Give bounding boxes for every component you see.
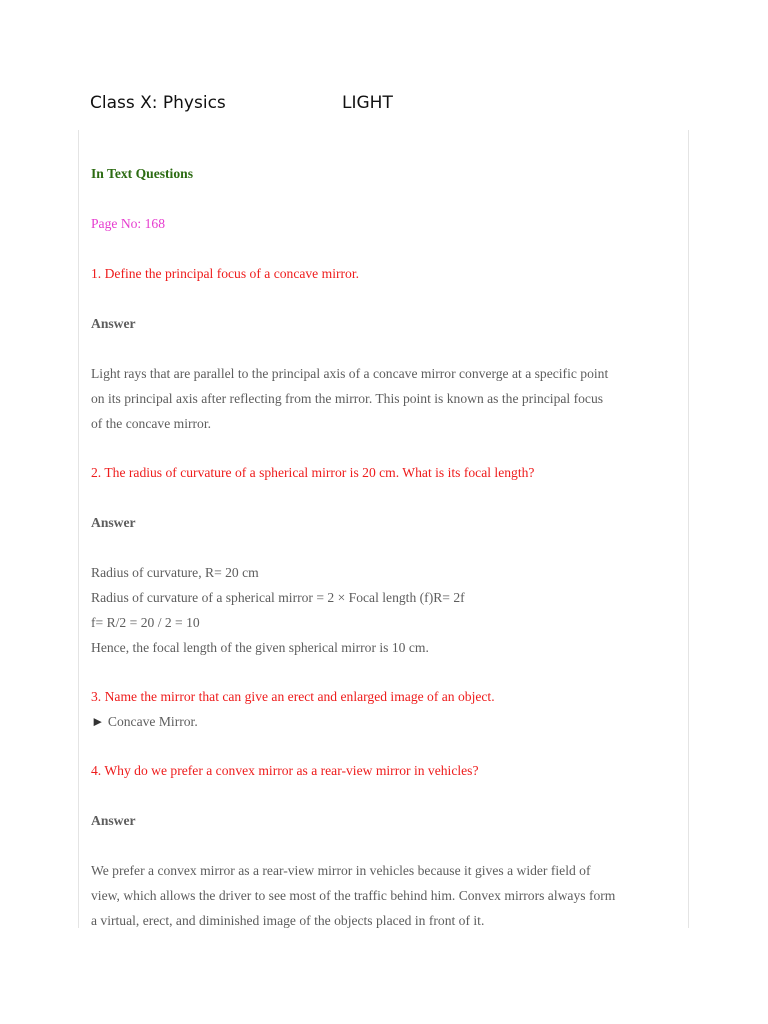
section-heading: In Text Questions — [91, 166, 193, 181]
course-title: Class X: Physics — [90, 93, 226, 113]
question-1: 1. Define the principal focus of a concave mirror. — [91, 266, 359, 281]
answer-4-line: We prefer a convex mirror as a rear-view mirror in vehicles because it gives a wider field of — [91, 863, 591, 878]
content-box — [78, 130, 689, 928]
question-3: 3. Name the mirror that can give an erect and enlarged image of an object. — [91, 689, 495, 704]
answer-1-line: of the concave mirror. — [91, 416, 212, 431]
question-4: 4. Why do we prefer a convex mirror as a rear-view mirror in vehicles? — [91, 763, 479, 778]
answer-label-4: Answer — [91, 813, 136, 828]
page-header — [90, 93, 690, 121]
answer-label-2: Answer — [91, 515, 136, 530]
answer-2-line: Radius of curvature, R= 20 cm — [91, 565, 259, 580]
question-2: 2. The radius of curvature of a spherical mirror is 20 cm. What is its focal length? — [91, 465, 535, 480]
answer-2-line: Radius of curvature of a spherical mirror = 2 × Focal length (f)R= 2f — [91, 590, 465, 605]
answer-1-line: Light rays that are parallel to the principal axis of a concave mirror converge at a specific point — [91, 366, 609, 381]
answer-label-1: Answer — [91, 316, 136, 331]
answer-4-line: a virtual, erect, and diminished image of the objects placed in front of it. — [91, 913, 485, 928]
answer-4 — [91, 858, 681, 933]
chapter-title: LIGHT — [342, 93, 393, 113]
answer-2-line: f= R/2 = 20 / 2 = 10 — [91, 615, 200, 630]
answer-2-line: Hence, the focal length of the given spherical mirror is 10 cm. — [91, 640, 429, 655]
arrow-bullet-icon: ► — [91, 714, 105, 729]
page-number: Page No: 168 — [91, 216, 166, 231]
answer-1 — [91, 361, 681, 436]
answer-1-line: on its principal axis after reflecting from the mirror. This point is known as the principal focus — [91, 391, 604, 406]
answer-3 — [91, 714, 198, 730]
answer-3-text: Concave Mirror. — [107, 714, 198, 729]
answer-4-line: view, which allows the driver to see most of the traffic behind him. Convex mirrors always form — [91, 888, 616, 903]
answer-2 — [91, 560, 681, 660]
